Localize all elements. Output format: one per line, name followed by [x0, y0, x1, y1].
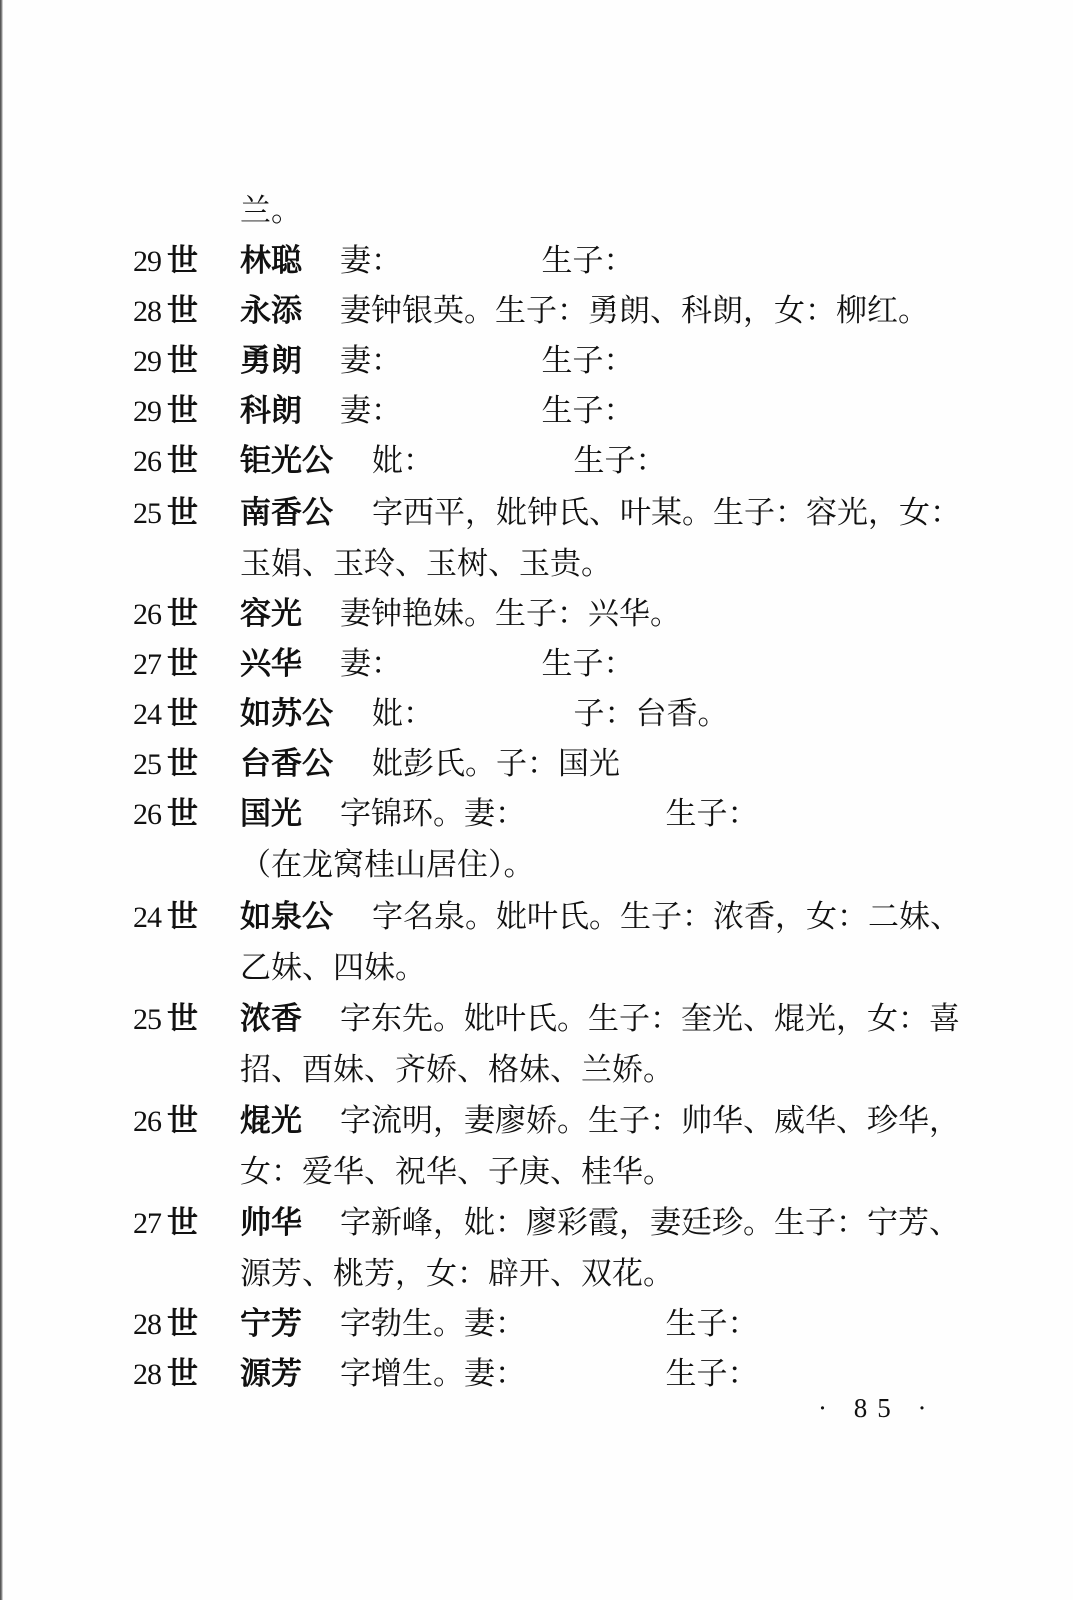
generation-suffix: 世 — [167, 696, 198, 732]
person-name: 帅华 — [240, 1205, 302, 1241]
entry-text: 字名泉。妣叶氏。生子：浓香，女：二妹、 — [372, 899, 961, 935]
entry-text: （在龙窝桂山居住）。 — [240, 847, 535, 883]
generation-label — [133, 287, 223, 336]
continuation-line — [0, 1250, 1073, 1298]
person-name: 浓香 — [240, 1001, 302, 1037]
person-name: 焜光 — [240, 1103, 302, 1139]
generation-number: 26 — [133, 445, 161, 478]
generation-label — [133, 1350, 223, 1399]
generation-label — [133, 437, 223, 486]
generation-label — [133, 1300, 223, 1349]
generation-label — [133, 893, 223, 942]
entry-text: 字勃生。妻： 生子： — [340, 1306, 759, 1342]
entry-text: 字流明，妻廖娇。生子：帅华、威华、珍华， — [340, 1103, 960, 1139]
generation-label — [133, 1097, 223, 1146]
entry-text: 招、酉妹、齐娇、格妹、兰娇。 — [240, 1052, 674, 1088]
generation-number: 24 — [133, 698, 161, 731]
page-number: · 85 · — [818, 1393, 937, 1423]
generation-number: 25 — [133, 1003, 161, 1036]
generation-number: 25 — [133, 497, 161, 530]
genealogy-entry — [0, 790, 1073, 838]
generation-suffix: 世 — [167, 899, 198, 935]
person-name: 源芳 — [240, 1356, 302, 1392]
person-name: 如苏公 — [240, 696, 333, 732]
entry-text: 玉娟、玉玲、玉树、玉贵。 — [240, 546, 612, 582]
generation-number: 28 — [133, 1308, 161, 1341]
entry-text: 女：爱华、祝华、子庚、桂华。 — [240, 1154, 674, 1190]
genealogy-entry — [0, 893, 1073, 941]
generation-number: 26 — [133, 798, 161, 831]
continuation-line — [0, 841, 1073, 889]
entry-text: 字增生。妻： 生子： — [340, 1356, 759, 1392]
person-name: 兴华 — [240, 646, 302, 682]
generation-suffix: 世 — [167, 796, 198, 832]
generation-suffix: 世 — [167, 646, 198, 682]
generation-suffix: 世 — [167, 1356, 198, 1392]
generation-suffix: 世 — [167, 443, 198, 479]
generation-label — [133, 590, 223, 639]
entry-text: 妣彭氏。子：国光 — [372, 746, 620, 782]
generation-suffix: 世 — [167, 1103, 198, 1139]
entry-text: 字东先。妣叶氏。生子：奎光、焜光，女：喜 — [340, 1001, 960, 1037]
person-name: 科朗 — [240, 393, 302, 429]
person-name: 国光 — [240, 796, 302, 832]
person-name: 如泉公 — [240, 899, 333, 935]
entry-text: 妻： 生子： — [340, 646, 635, 682]
generation-number: 28 — [133, 295, 161, 328]
generation-suffix: 世 — [167, 1306, 198, 1342]
generation-label — [133, 790, 223, 839]
genealogy-entry — [0, 237, 1073, 285]
generation-suffix: 世 — [167, 596, 198, 632]
generation-number: 28 — [133, 1358, 161, 1391]
generation-label — [133, 690, 223, 739]
entry-text: 妣： 生子： — [372, 443, 667, 479]
genealogy-entry — [0, 690, 1073, 738]
generation-suffix: 世 — [167, 343, 198, 379]
genealogy-entry — [0, 337, 1073, 385]
generation-suffix: 世 — [167, 1205, 198, 1241]
generation-suffix: 世 — [167, 1001, 198, 1037]
person-name: 林聪 — [240, 243, 302, 279]
genealogy-entry — [0, 437, 1073, 485]
genealogy-entry — [0, 1300, 1073, 1348]
entry-text: 妻钟艳妹。生子：兴华。 — [340, 596, 681, 632]
generation-number: 29 — [133, 245, 161, 278]
entry-text: 字新峰，妣：廖彩霞，妻廷珍。生子：宁芳、 — [340, 1205, 960, 1241]
entry-text: 妣： 子：台香。 — [372, 696, 729, 732]
person-name: 勇朗 — [240, 343, 302, 379]
genealogy-entry — [0, 387, 1073, 435]
genealogy-entry — [0, 287, 1073, 335]
entry-text: 妻： 生子： — [340, 243, 635, 279]
person-name: 台香公 — [240, 746, 333, 782]
genealogy-entry — [0, 1097, 1073, 1145]
generation-number: 27 — [133, 1207, 161, 1240]
continuation-line — [0, 187, 1073, 235]
continuation-line — [0, 1148, 1073, 1196]
continuation-line — [0, 944, 1073, 992]
entry-text: 兰。 — [240, 193, 302, 229]
genealogy-entry — [0, 590, 1073, 638]
generation-label — [133, 489, 223, 538]
genealogy-entry — [0, 1199, 1073, 1247]
continuation-line — [0, 540, 1073, 588]
generation-suffix: 世 — [167, 495, 198, 531]
generation-number: 26 — [133, 598, 161, 631]
generation-label — [133, 740, 223, 789]
entry-text: 字锦环。妻： 生子： — [340, 796, 759, 832]
person-name: 南香公 — [240, 495, 333, 531]
generation-number: 29 — [133, 345, 161, 378]
entry-text: 妻钟银英。生子：勇朗、科朗，女：柳红。 — [340, 293, 929, 329]
person-name: 钜光公 — [240, 443, 333, 479]
entry-text: 妻： 生子： — [340, 393, 635, 429]
generation-suffix: 世 — [167, 293, 198, 329]
generation-label — [133, 640, 223, 689]
continuation-line — [0, 1046, 1073, 1094]
entry-text: 乙妹、四妹。 — [240, 950, 426, 986]
generation-label — [133, 337, 223, 386]
person-name: 宁芳 — [240, 1306, 302, 1342]
entry-text: 妻： 生子： — [340, 343, 635, 379]
genealogy-entry — [0, 995, 1073, 1043]
generation-suffix: 世 — [167, 243, 198, 279]
generation-label — [133, 1199, 223, 1248]
generation-number: 27 — [133, 648, 161, 681]
generation-suffix: 世 — [167, 746, 198, 782]
generation-suffix: 世 — [167, 393, 198, 429]
generation-number: 24 — [133, 901, 161, 934]
genealogy-entry — [0, 1350, 1073, 1398]
entry-text: 字西平，妣钟氏、叶某。生子：容光，女： — [372, 495, 961, 531]
genealogy-entry — [0, 489, 1073, 537]
generation-number: 26 — [133, 1105, 161, 1138]
generation-number: 25 — [133, 748, 161, 781]
genealogy-entry — [0, 640, 1073, 688]
generation-number: 29 — [133, 395, 161, 428]
generation-label — [133, 995, 223, 1044]
person-name: 容光 — [240, 596, 302, 632]
entry-text: 源芳、桃芳，女：辟开、双花。 — [240, 1256, 674, 1292]
genealogy-entry — [0, 740, 1073, 788]
person-name: 永添 — [240, 293, 302, 329]
generation-label — [133, 237, 223, 286]
generation-label — [133, 387, 223, 436]
